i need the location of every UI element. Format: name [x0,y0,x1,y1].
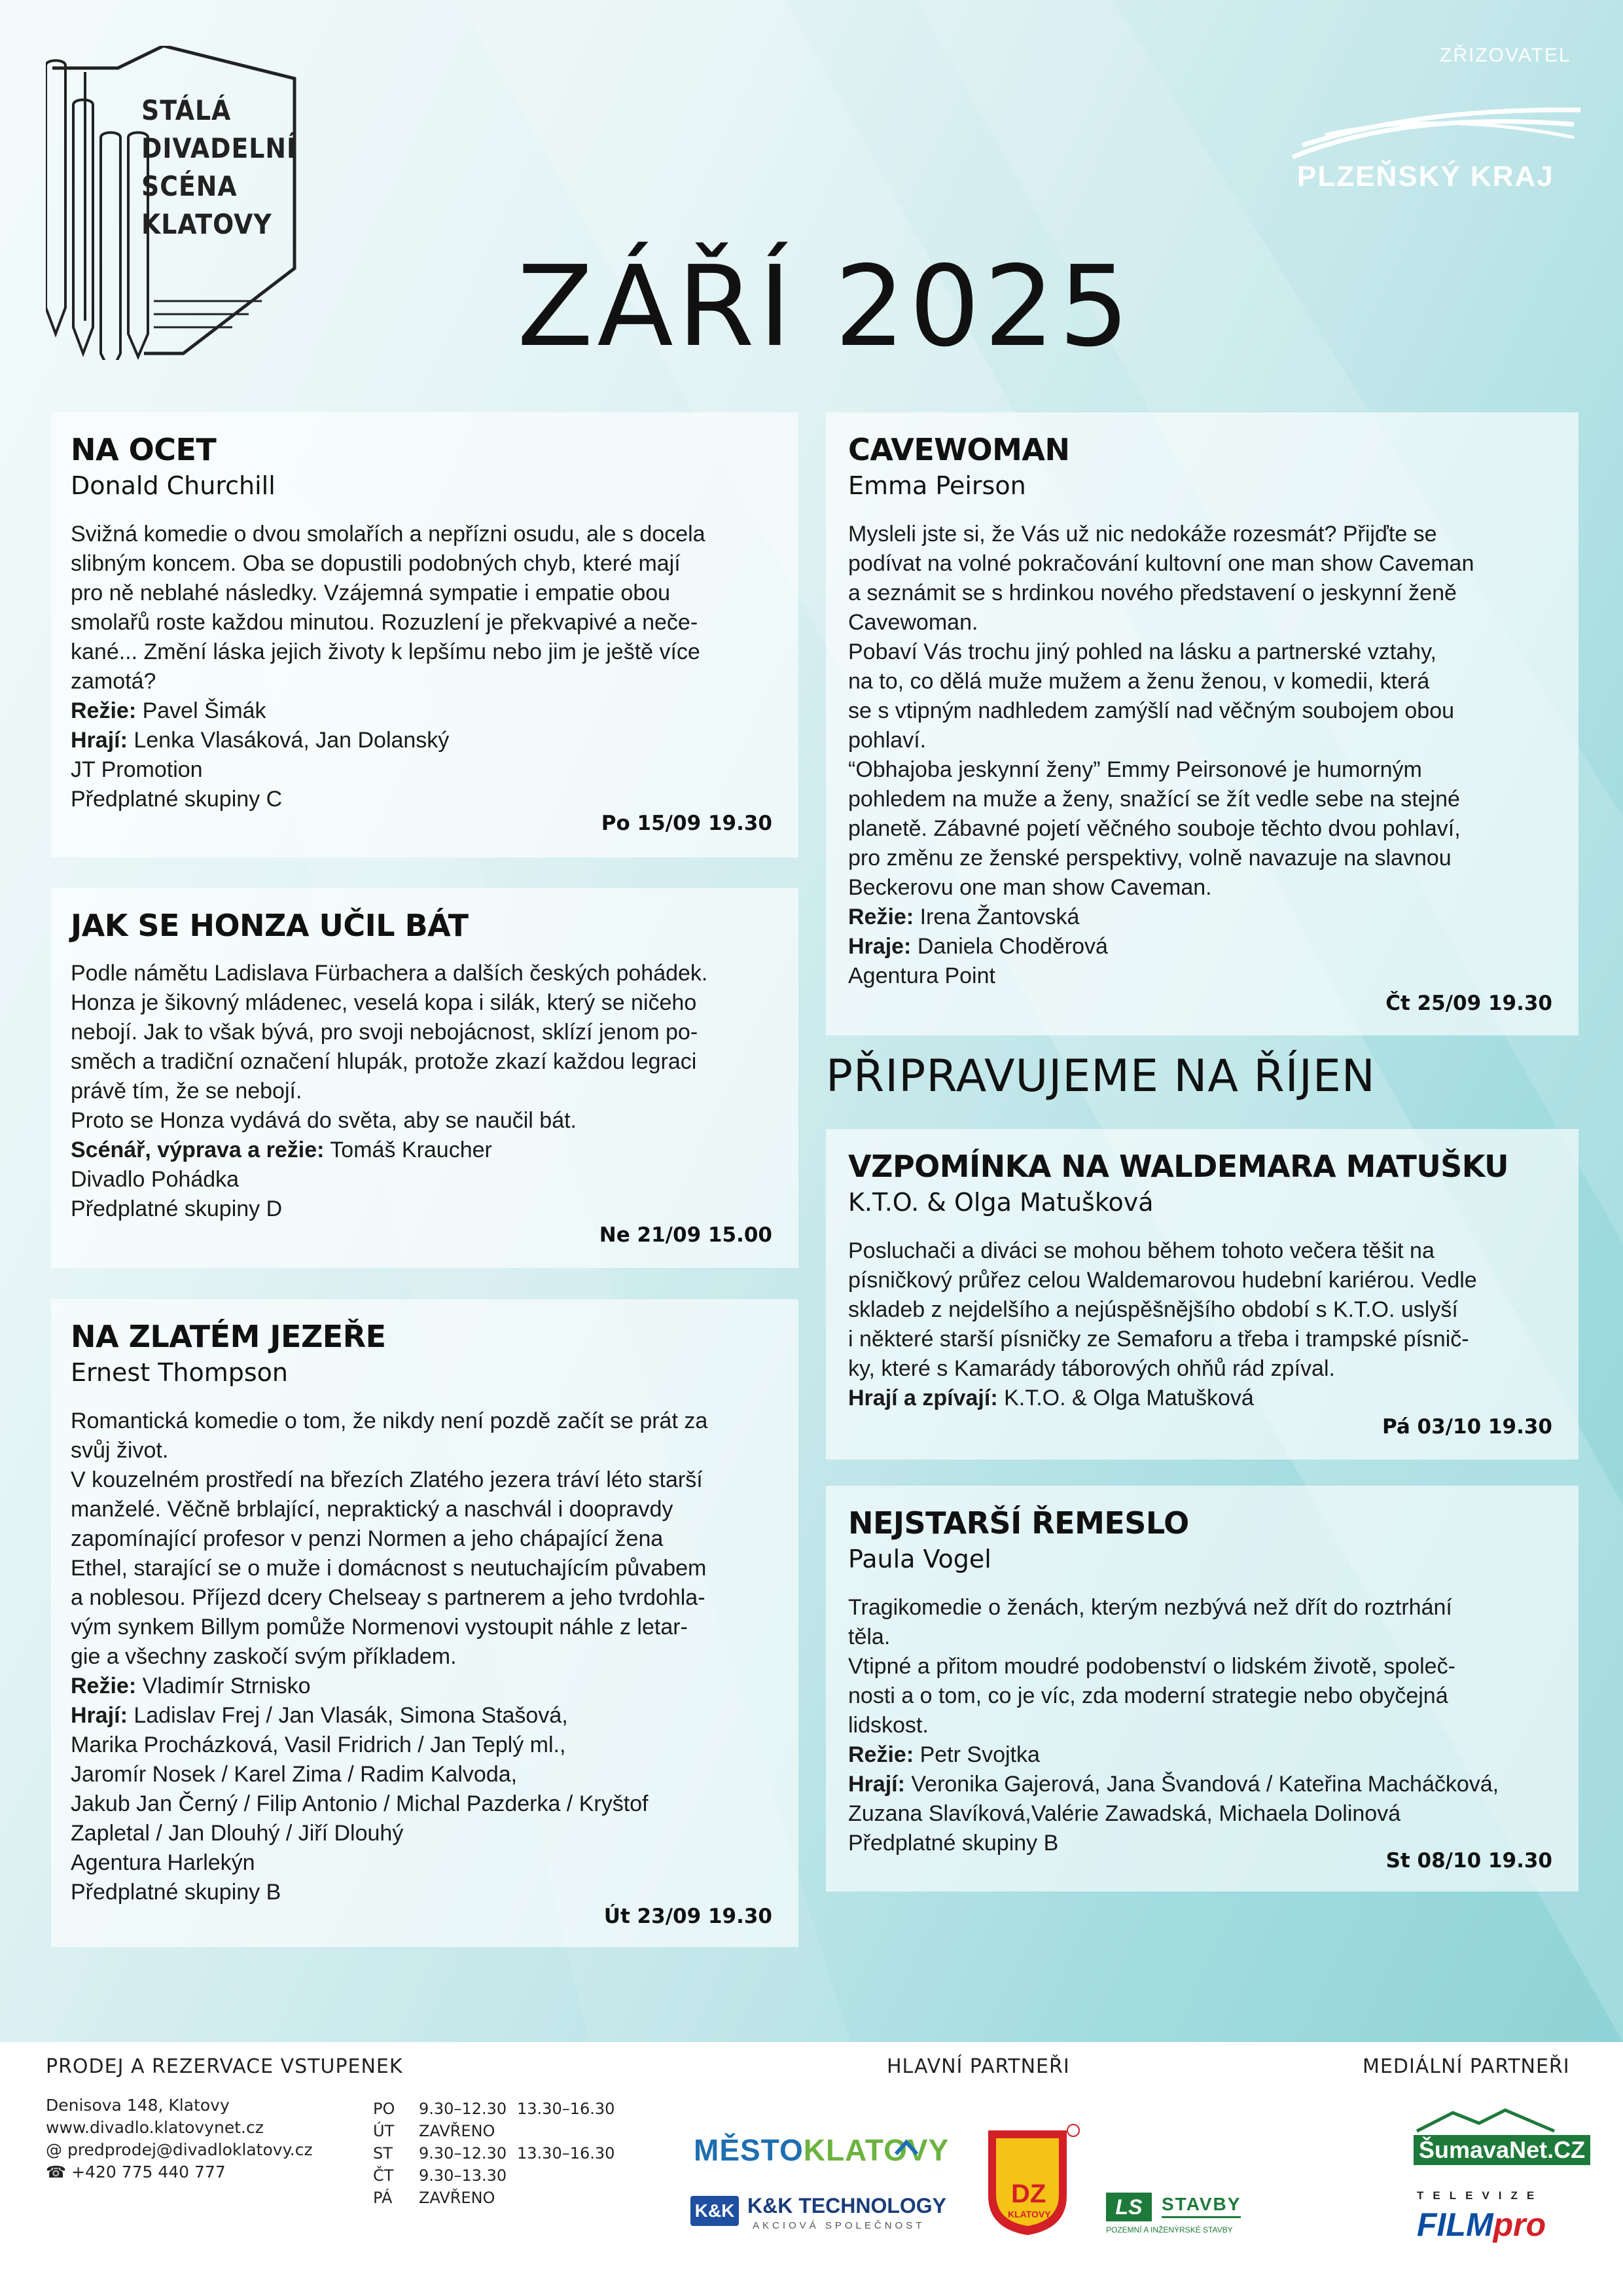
line-text: nosti a o tom, co je víc, zda moderní strategie nebo obyčejná [848,1683,1448,1708]
line-text: směch a tradiční označení hlupák, protože zkazí každou legraci [71,1049,697,1074]
line-text: Honza je šikovný mládenec, veselá kopa i silák, který se ničeho [71,990,697,1015]
description-line [848,549,1559,579]
event-author: Ernest Thompson [71,1358,289,1387]
upcoming-section-heading: PŘIPRAVUJEME NA ŘÍJEN [826,1050,1376,1102]
description-line [71,608,779,637]
sumava-mountain-icon [1414,2108,1558,2134]
line-text: Proto se Honza vydává do světa, aby se naučil bát. [71,1108,577,1133]
line-text: lidskost. [848,1713,929,1738]
line-text: Veronika Gajerová, Jana Švandová / Kateřina Macháčková, [904,1772,1499,1797]
line-text: i některé starší písničky ze Semaforu a třeba i trampské písnič- [848,1327,1469,1352]
sales-heading: PRODEJ A REZERVACE VSTUPENEK [46,2055,403,2078]
description-line [848,1593,1559,1623]
kk-badge: K&K [690,2196,739,2226]
logo-line: STÁLÁ [141,94,232,126]
line-text: Agentura Harlekýn [71,1850,255,1875]
event-date: Út 23/09 19.30 [603,1905,772,1928]
hours-day: PO [373,2100,395,2118]
description-line [71,1819,779,1848]
description-line [848,637,1559,667]
description-line [71,1436,779,1465]
line-text: Zapletal / Jan Dlouhý / Jiří Dlouhý [71,1821,404,1846]
description-line [848,873,1559,903]
hours-time: 13.30–16.30 [517,2144,615,2162]
description-line [71,1789,779,1819]
line-text: K.T.O. & Olga Matušková [997,1386,1254,1410]
hours-day: ÚT [373,2122,395,2140]
line-text: zamotá? [71,669,156,694]
event-description [71,520,779,814]
line-text: Beckerovu one man show Caveman. [848,875,1212,900]
box-office-address: Denisova 148, Klatovy [46,2096,230,2115]
phone-link[interactable] [46,2161,226,2183]
line-text: Jaromír Nosek / Karel Zima / Radim Kalvoda, [71,1762,518,1787]
event-description [71,1407,779,1907]
description-line [71,1495,779,1524]
hours-row [373,2164,615,2187]
description-line [71,1878,779,1907]
month-title: ZÁŘÍ 2025 [517,242,1133,372]
dz-subtitle: KLATOVY [1008,2209,1051,2219]
credit-label: Režie: [71,698,137,723]
description-line [848,608,1559,637]
description-line [848,1266,1559,1295]
line-text: Předplatné skupiny B [848,1831,1059,1856]
description-line [71,1465,779,1495]
description-line [848,1384,1559,1413]
partners-heading: HLAVNÍ PARTNEŘI [887,2055,1070,2078]
ls-subtitle: POZEMNÍ A INŽENÝRSKÉ STAVBY [1106,2225,1233,2234]
hours-time: 9.30–12.30 [419,2144,507,2162]
description-line [848,579,1559,608]
event-date: Pá 03/10 19.30 [1382,1415,1552,1439]
founder-label: ZŘIZOVATEL [1440,45,1571,66]
line-text: právě tím, že se nebojí. [71,1079,302,1103]
event-card [51,412,798,857]
event-author: Donald Churchill [71,471,276,500]
line-text: Irena Žantovská [914,905,1080,929]
description-line [71,637,779,667]
line-text: Vtipné a přitom moudré podobenství o lidském životě, společ- [848,1654,1455,1679]
description-line [848,520,1559,549]
credit-label: Hrají a zpívají: [848,1386,998,1410]
line-text: pohlaví. [848,728,927,753]
event-author: K.T.O. & Olga Matušková [848,1188,1154,1217]
line-text: Jakub Jan Černý / Filip Antonio / Michal Pazderka / Kryštof [71,1791,649,1816]
line-text: a seznámit se s hrdinkou nového představení o jeskynní ženě [848,581,1457,605]
line-text: Předplatné skupiny D [71,1196,283,1221]
line-text: manželé. Věčně brblající, nepraktický a naschvál i doopravdy [71,1497,673,1522]
line-text: písničkový průřez celou Waldemarovou hudební kariérou. Vedle [848,1268,1477,1293]
description-line [71,959,779,988]
event-date: Po 15/09 19.30 [601,812,772,835]
description-line [71,1554,779,1583]
line-text: Petr Svojtka [914,1742,1040,1767]
description-line [71,549,779,579]
phone-text: +420 775 440 777 [71,2162,226,2181]
description-line [71,785,779,814]
description-line [848,1652,1559,1681]
event-title: NEJSTARŠÍ ŘEMESLO [848,1505,1189,1541]
description-line [848,1354,1559,1384]
line-text: Romantická komedie o tom, že nikdy není pozdě začít se prát za [71,1408,708,1433]
film-text: FILM [1417,2206,1493,2243]
credit-label: Hrají: [71,1703,128,1728]
opening-hours [373,2098,615,2209]
description-line [848,844,1559,873]
line-text: Tomáš Kraucher [324,1138,492,1162]
description-line [71,579,779,608]
description-line [71,1642,779,1672]
event-date: St 08/10 19.30 [1385,1849,1552,1873]
line-text: Tragikomedie o ženách, kterým nezbývá než dřít do roztrhání [848,1595,1452,1620]
description-line [848,755,1559,785]
line-text: Předplatné skupiny C [71,787,283,812]
arrow-up-icon [893,2137,919,2157]
kk-technology-name: K&K TECHNOLOGY [747,2194,946,2217]
line-text: podívat na volné pokračování kultovní one man show Caveman [848,551,1474,576]
description-line [848,961,1559,991]
mesto-text: MĚSTO [694,2133,804,2167]
line-text: nebojí. Jak to však bývá, pro svoji nebojácnost, sklízí jenom po- [71,1020,698,1045]
description-line [71,696,779,726]
line-text: gie a všechny zaskočí svým příkladem. [71,1644,457,1669]
description-line [71,1194,779,1224]
line-text: Marika Procházková, Vasil Fridrich / Jan Teplý ml., [71,1732,566,1757]
event-description [848,1236,1559,1413]
description-line [71,1672,779,1701]
dz-letters: DZ [1011,2179,1046,2208]
logo-line: DIVADELNÍ [141,132,297,164]
description-line [848,1799,1559,1829]
theatre-logo [46,46,301,360]
hours-row [373,2142,615,2164]
hours-time: ZAVŘENO [419,2189,495,2207]
hours-row [373,2187,615,2209]
description-line [848,1325,1559,1354]
kk-subtitle: AKCIOVÁ SPOLEČNOST [753,2220,925,2231]
tv-label: TELEVIZE [1417,2189,1544,2202]
line-text: svůj život. [71,1438,169,1463]
logo-line: KLATOVY [141,208,272,240]
line-text: Předplatné skupiny B [71,1880,281,1905]
line-text: ky, které s Kamarády táborových ohňů rád zpíval. [848,1356,1335,1381]
hours-row [373,2098,615,2120]
hours-time: ZAVŘENO [419,2122,495,2140]
line-text: smolařů roste každou minutou. Rozuzlení je překvapivé a neče- [71,610,698,635]
line-text: V kouzelném prostředí na březích Zlatého jezera tráví léto starší [71,1467,703,1492]
line-text: se s vtipným nadhledem zamýšlí nad věčným soubojem obou [848,698,1455,723]
description-line [848,1236,1559,1266]
description-line [71,755,779,785]
credit-label: Režie: [71,1674,137,1698]
at-icon: @ [46,2140,67,2159]
hours-time: 9.30–12.30 [419,2100,507,2118]
line-text: Pavel Šimák [136,698,266,723]
line-text: kané... Změní láska jejich životy k lepšímu nebo jim je ještě více [71,639,700,664]
phone-icon: ☎ [46,2162,72,2181]
line-text: Zuzana Slavíková,Valérie Zawadská, Michaela Dolinová [848,1801,1401,1826]
event-date: Ne 21/09 15.00 [599,1223,772,1247]
description-line [71,1165,779,1194]
description-line [71,1701,779,1731]
email-link[interactable] [46,2139,313,2161]
logo-line: SCÉNA [141,170,238,202]
description-line [71,1613,779,1642]
description-line [71,1136,779,1165]
description-line [71,1848,779,1878]
line-text: na to, co dělá muže mužem a ženu ženou, v komedii, která [848,669,1430,694]
line-text: slibným koncem. Oba se dopustili podobných chyb, které mají [71,551,681,576]
line-text: vým synkem Billym pomůže Normenovi vystoupit náhle z letar- [71,1615,688,1640]
credit-label: Hrají: [848,1772,905,1797]
description-line [71,726,779,755]
event-title: NA ZLATÉM JEZEŘE [71,1319,386,1354]
description-line [71,1018,779,1047]
line-text: Mysleli jste si, že Vás už nic nedokáže rozesmát? Přijďte se [848,522,1437,547]
line-text: těla. [848,1624,891,1649]
description-line [848,1681,1559,1711]
event-author: Emma Peirson [848,471,1026,500]
line-text: Pobaví Vás trochu jiný pohled na lásku a partnerské vztahy, [848,639,1436,664]
event-card [51,1299,798,1947]
description-line [848,814,1559,844]
description-line [848,1711,1559,1740]
description-line [71,667,779,696]
line-text: Cavewoman. [848,610,978,635]
event-title: JAK SE HONZA UČIL BÁT [71,908,469,943]
event-description [848,520,1559,991]
line-text: planetě. Zábavné pojetí věčného souboje těchto dvou pohlaví, [848,816,1461,841]
hours-time: 13.30–16.30 [517,2100,615,2118]
credit-label: Režie: [848,1742,914,1767]
hours-row [373,2120,615,2142]
line-text: Ladislav Frej / Jan Vlasák, Simona Stašová, [127,1703,568,1728]
event-title: NA OCET [71,432,217,467]
pro-text: pro [1493,2206,1546,2243]
email-text: predprodej@divadloklatovy.cz [67,2140,313,2159]
website-link[interactable]: www.divadlo.klatovynet.cz [46,2118,264,2137]
event-title: VZPOMÍNKA NA WALDEMARA MATUŠKU [848,1149,1508,1184]
hours-time: 9.30–13.30 [419,2166,507,2185]
description-line [848,726,1559,755]
line-text: skladeb z nejdelšího a nejúspěšnějšího období s K.T.O. uslyší [848,1297,1458,1322]
credit-label: Hraje: [848,934,912,959]
line-text: Vladimír Strnisko [136,1674,311,1698]
description-line [71,1524,779,1554]
line-text: Svižná komedie o dvou smolařích a nepřízni osudu, ale s docela [71,522,705,547]
event-title: CAVEWOMAN [848,432,1070,467]
line-text: Agentura Point [848,963,995,988]
logo-wordmark [131,92,296,243]
description-line [71,988,779,1018]
event-description [71,959,779,1224]
event-card [826,1129,1578,1460]
founder-name: PLZEŇSKÝ KRAJ [1297,160,1554,192]
description-line [848,667,1559,696]
line-text: Posluchači a diváci se mohou během tohoto večera těšit na [848,1238,1435,1263]
event-card [826,1486,1578,1892]
description-line [848,932,1559,961]
credit-label: Hrají: [71,728,128,753]
line-text: pro změnu ze ženské perspektivy, volně navazuje na slavnou [848,846,1452,870]
plzen-region-arc-logo [1286,105,1587,164]
line-text: Divadlo Pohádka [71,1167,240,1192]
media-partners-heading: MEDIÁLNÍ PARTNEŘI [1363,2055,1570,2078]
line-text: pohledem na muže a ženy, snažící se žít vedle sebe na stejné [848,787,1460,812]
description-line [71,1583,779,1613]
line-text: zapomínající profesor v penzi Normen a jeho chápající žena [71,1526,664,1551]
description-line [71,1407,779,1436]
event-author: Paula Vogel [848,1545,991,1573]
description-line [71,1077,779,1106]
credit-label: Scénář, výprava a režie: [71,1138,325,1162]
description-line [71,1760,779,1789]
event-description [848,1593,1559,1858]
description-line [71,1047,779,1077]
event-date: Čt 25/09 19.30 [1385,992,1552,1015]
description-line [71,1106,779,1136]
filmpro-logo [1417,2206,1546,2244]
footer [0,2042,1623,2296]
description-line [848,696,1559,726]
description-line [848,1770,1559,1799]
line-text: a noblesou. Příjezd dcery Chelseay s partnerem a jeho tvrdohla- [71,1585,705,1610]
line-text: Ethel, starající se o muže i domácnost s neutuchajícím půvabem [71,1556,707,1581]
sumava-net-logo: ŠumavaNet.CZ [1414,2135,1590,2165]
line-text: Daniela Choděrová [911,934,1108,959]
description-line [848,1623,1559,1652]
description-line [848,785,1559,814]
ls-badge: LS [1106,2193,1152,2221]
credit-label: Režie: [848,905,914,929]
klatovy-text: KLATOVY [803,2133,950,2167]
description-line [848,1740,1559,1770]
event-card [826,412,1578,1035]
ls-stavby-name: STAVBY [1162,2194,1241,2218]
description-line [71,520,779,549]
description-line [848,903,1559,932]
line-text: pro ně neblahé následky. Vzájemná sympatie i empatie obou [71,581,671,605]
line-text: Podle námětu Ladislava Fürbachera a dalších českých pohádek. [71,961,708,986]
event-card [51,888,798,1268]
description-line [848,1295,1559,1325]
hours-day: PÁ [373,2189,393,2207]
hours-day: ČT [373,2166,394,2185]
line-text: “Obhajoba jeskynní ženy” Emmy Peirsonové je humorným [848,757,1422,782]
line-text: Lenka Vlasáková, Jan Dolanský [127,728,450,753]
line-text: JT Promotion [71,757,203,782]
hours-day: ST [373,2144,393,2162]
description-line [71,1731,779,1760]
